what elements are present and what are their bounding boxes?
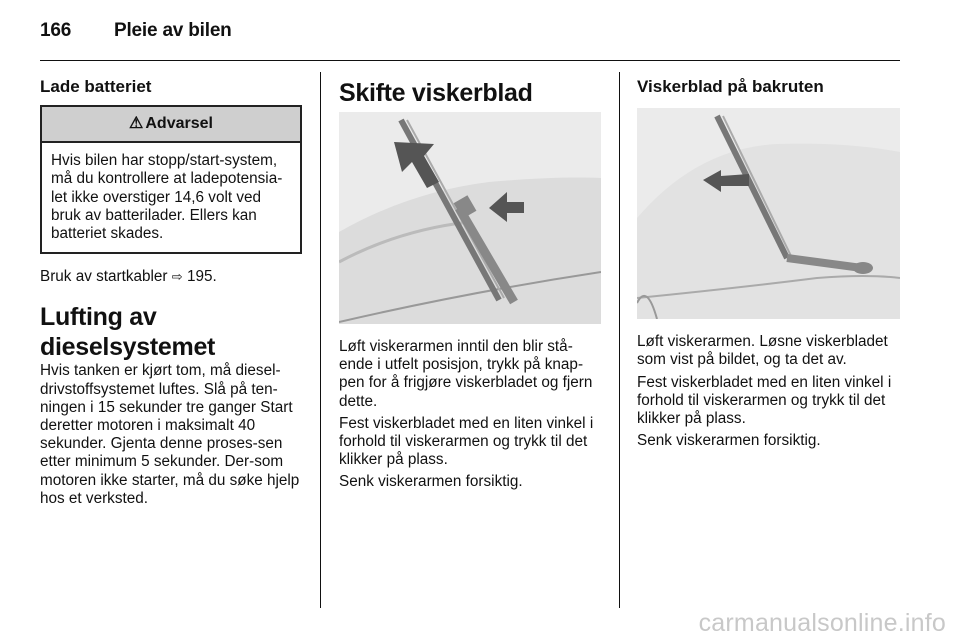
column-divider-2 [619, 72, 620, 608]
windshield-wiper-illustration [339, 112, 601, 324]
watermark: carmanualsonline.info [698, 609, 946, 637]
warning-text: Hvis bilen har stopp/start-system, må du kontrollere at ladepotensia-let ikke overstiger 14,6 volt ved bruk av batterilader. Ellers kan batteriet skades. [51, 152, 283, 243]
jump-start-text: Bruk av startkabler [40, 268, 168, 286]
battery-heading: Lade batteriet [40, 77, 152, 96]
jump-start-ref [40, 268, 302, 286]
jump-start-page[interactable]: 195. [186, 268, 217, 286]
rear-wiper-illustration [637, 108, 900, 319]
warning-title: Advarsel [145, 115, 213, 133]
wiper-drawing [339, 112, 601, 324]
warning-box [40, 105, 302, 254]
warning-title-bar [42, 107, 300, 143]
header-rule [40, 60, 900, 61]
diesel-section-text: Hvis tanken er kjørt tom, må diesel-drivstoffsystemet luftes. Slå på ten-ningen i 15 sekunder tre ganger Start deretter motoren i maksimalt 40 sekunder. Gjenta denne proses-sen etter minimum 5 sekunder. Der-som motoren ikke starter, må du søke hjelp hos et verksted. [40, 362, 300, 507]
diesel-section-title: Lufting av dieselsystemet [40, 303, 216, 362]
page-ref-icon: ⇨ [171, 269, 183, 285]
rear-wiper-step-1: Løft viskerarmen. Løsne viskerbladet som vist på bildet, og ta det av. [637, 333, 888, 369]
page-number: 166 [40, 20, 72, 41]
column-divider-1 [320, 72, 321, 608]
chapter-title: Pleie av bilen [114, 20, 232, 41]
rear-wiper-step-2: Fest viskerbladet med en liten vinkel i forhold til viskerarmen og trykk til det klikker på plass. [637, 373, 892, 428]
rear-wiper-step-3: Senk viskerarmen forsiktig. [637, 432, 821, 450]
wiper-step-2: Fest viskerbladet med en liten vinkel i forhold til viskerarmen og trykk til det klikker på plass. [339, 414, 594, 469]
rear-wiper-drawing [637, 108, 900, 319]
wiper-step-1: Løft viskerarmen inntil den blir stå-ende i utfelt posisjon, trykk på knap-pen for å frigjøre viskerbladet og fjern dette. [339, 338, 593, 410]
wiper-title: Skifte viskerblad [339, 79, 533, 107]
rear-wiper-title: Viskerblad på bakruten [637, 77, 824, 96]
column-2 [339, 78, 603, 492]
warning-triangle-icon: ⚠ [129, 115, 144, 133]
column-3 [637, 78, 902, 450]
page-header [40, 20, 232, 42]
column-1 [40, 78, 302, 508]
wiper-step-3: Senk viskerarmen forsiktig. [339, 473, 523, 491]
